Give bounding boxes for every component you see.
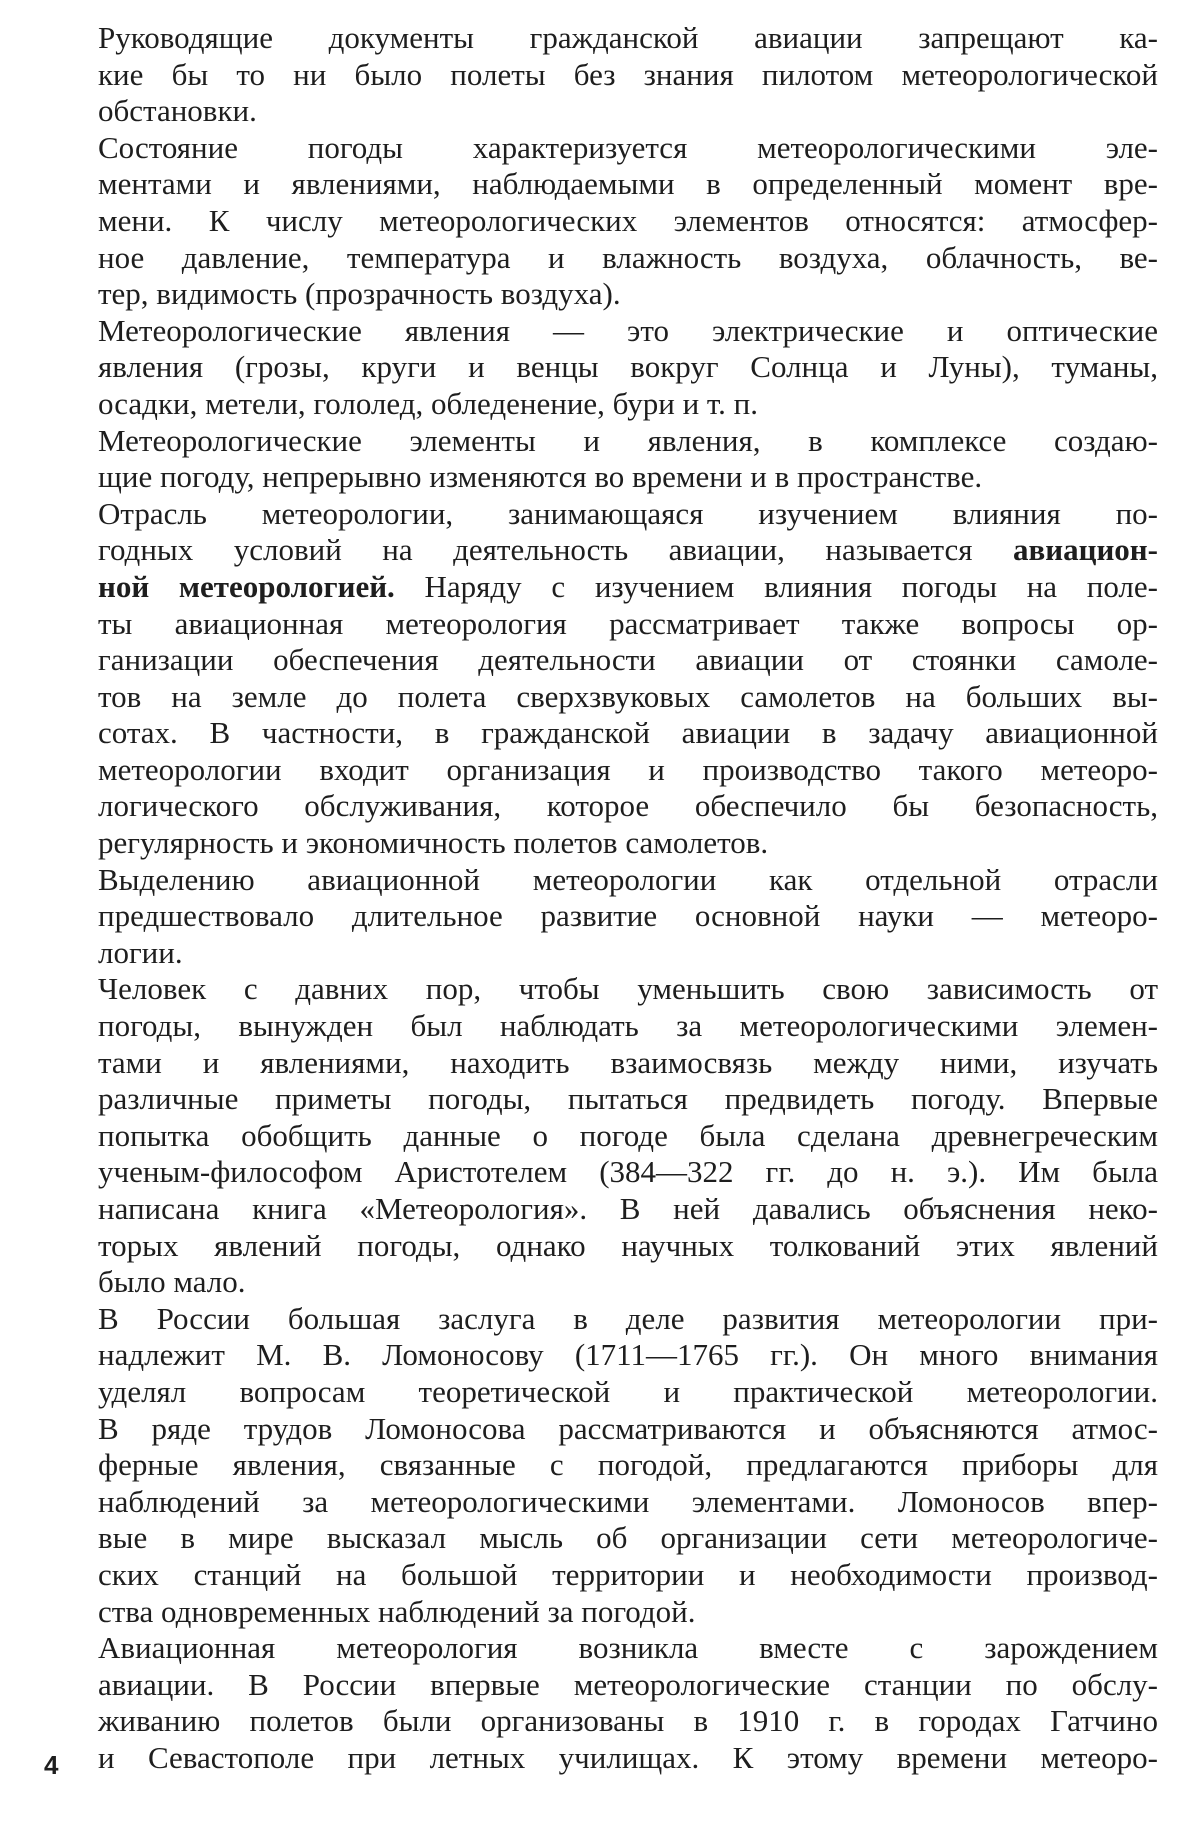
text-line: написана книга «Метеорология». В ней давались объяснения неко-	[98, 1191, 1158, 1226]
bold-term: ной метеорологией.	[98, 568, 395, 604]
paragraph-8	[98, 1301, 1158, 1630]
paragraph-7	[98, 971, 1158, 1300]
text-line: Авиационная метеорология возникла вместе с зарождением	[98, 1630, 1158, 1666]
text-line: ной метеорологией. Наряду с изучением влияния погоды на поле-	[98, 568, 1158, 604]
text-line: метеорологии входит организация и производство такого метеоро-	[98, 751, 1158, 787]
text-line: тер, видимость (прозрачность воздуха).	[98, 276, 621, 312]
text-line: явления (грозы, круги и венцы вокруг Солнца и Луны), туманы,	[98, 349, 1158, 385]
text-line: В ряде трудов Ломоносова рассматриваются и объясняются атмос-	[98, 1410, 1158, 1446]
text-line: ства одновременных наблюдений за погодой.	[98, 1593, 696, 1629]
text-line: попытка обобщить данные о погоде была сделана древнегреческим	[98, 1117, 1158, 1153]
text-line: годных условий на деятельность авиации, называется авиацион-	[98, 532, 1158, 568]
text-line: надлежит М. В. Ломоносову (1711—1765 гг.). Он много внимания	[98, 1337, 1158, 1373]
text-line: уделял вопросам теоретической и практической метеорологии.	[98, 1373, 1158, 1409]
text-line: ное давление, температура и влажность воздуха, облачность, ве-	[98, 239, 1158, 275]
text-line: ученым-философом Аристотелем (384—322 гг. до н. э.). Им была	[98, 1154, 1158, 1190]
text-line: было мало.	[98, 1264, 246, 1300]
text-line: торых явлений погоды, однако научных толкований этих явлений	[98, 1227, 1158, 1263]
text-line: Руководящие документы гражданской авиации запрещают ка-	[98, 20, 1158, 55]
paragraph-1	[98, 20, 1158, 130]
paragraph-2	[98, 130, 1158, 313]
text-line: логического обслуживания, которое обеспечило бы безопасность,	[98, 788, 1158, 824]
text-line: осадки, метели, гололед, обледенение, бури и т. п.	[98, 385, 758, 421]
text-line: живанию полетов были организованы в 1910 г. в городах Гатчино	[98, 1703, 1158, 1739]
text-line: щие погоду, непрерывно изменяются во времени и в пространстве.	[98, 459, 983, 495]
text-line: кие бы то ни было полеты без знания пилотом метеорологической	[98, 56, 1158, 92]
text-line: обстановки.	[98, 93, 257, 129]
text-line: ментами и явлениями, наблюдаемыми в определенный момент вре-	[98, 166, 1158, 202]
text-line: ты авиационная метеорология рассматривает также вопросы ор-	[98, 605, 1158, 641]
text-line: сотах. В частности, в гражданской авиации в задачу авиационной	[98, 715, 1158, 751]
text-line: Состояние погоды характеризуется метеорологическими эле-	[98, 129, 1158, 165]
text-line: ских станций на большой территории и необходимости производ-	[98, 1556, 1158, 1592]
text-line: различные приметы погоды, пытаться предвидеть погоду. Впервые	[98, 1081, 1158, 1117]
text-line: наблюдений за метеорологическими элементами. Ломоносов впер-	[98, 1483, 1158, 1519]
text-line: мени. К числу метеорологических элементов относятся: атмосфер-	[98, 202, 1158, 238]
paragraph-6	[98, 862, 1158, 972]
page-number: 4	[44, 1750, 59, 1780]
text-line: Метеорологические явления — это электрические и оптические	[98, 312, 1158, 348]
text-line: предшествовало длительное развитие основной науки — метеоро-	[98, 898, 1158, 934]
text-line: Человек с давних пор, чтобы уменьшить свою зависимость от	[98, 971, 1158, 1007]
text-line: В России большая заслуга в деле развития метеорологии при-	[98, 1300, 1158, 1336]
paragraph-9	[98, 1630, 1158, 1776]
text-line: вые в мире высказал мысль об организации сети метеорологиче-	[98, 1520, 1158, 1556]
text-line: ганизации обеспечения деятельности авиации от стоянки самоле-	[98, 642, 1158, 678]
text-line: ферные явления, связанные с погодой, предлагаются приборы для	[98, 1447, 1158, 1483]
body-text	[98, 20, 1158, 1777]
paragraph-5	[98, 496, 1158, 862]
text-line: Метеорологические элементы и явления, в комплексе создаю-	[98, 422, 1158, 458]
bold-term: авиацион-	[1012, 532, 1158, 568]
paragraph-3	[98, 313, 1158, 423]
text-line: Отрасль метеорологии, занимающаяся изучением влияния по-	[98, 495, 1158, 531]
text-line: Выделению авиационной метеорологии как отдельной отрасли	[98, 861, 1158, 897]
text-line: погоды, вынужден был наблюдать за метеорологическими элемен-	[98, 1008, 1158, 1044]
text-line: тами и явлениями, находить взаимосвязь между ними, изучать	[98, 1044, 1158, 1080]
text-line: и Севастополе при летных училищах. К этому времени метеоро-	[98, 1739, 1158, 1775]
text-line: тов на земле до полета сверхзвуковых самолетов на больших вы-	[98, 678, 1158, 714]
text-line: логии.	[98, 934, 183, 970]
paragraph-4	[98, 423, 1158, 496]
text-line: авиации. В России впервые метеорологические станции по обслу-	[98, 1666, 1158, 1702]
text-line: регулярность и экономичность полетов самолетов.	[98, 825, 769, 861]
